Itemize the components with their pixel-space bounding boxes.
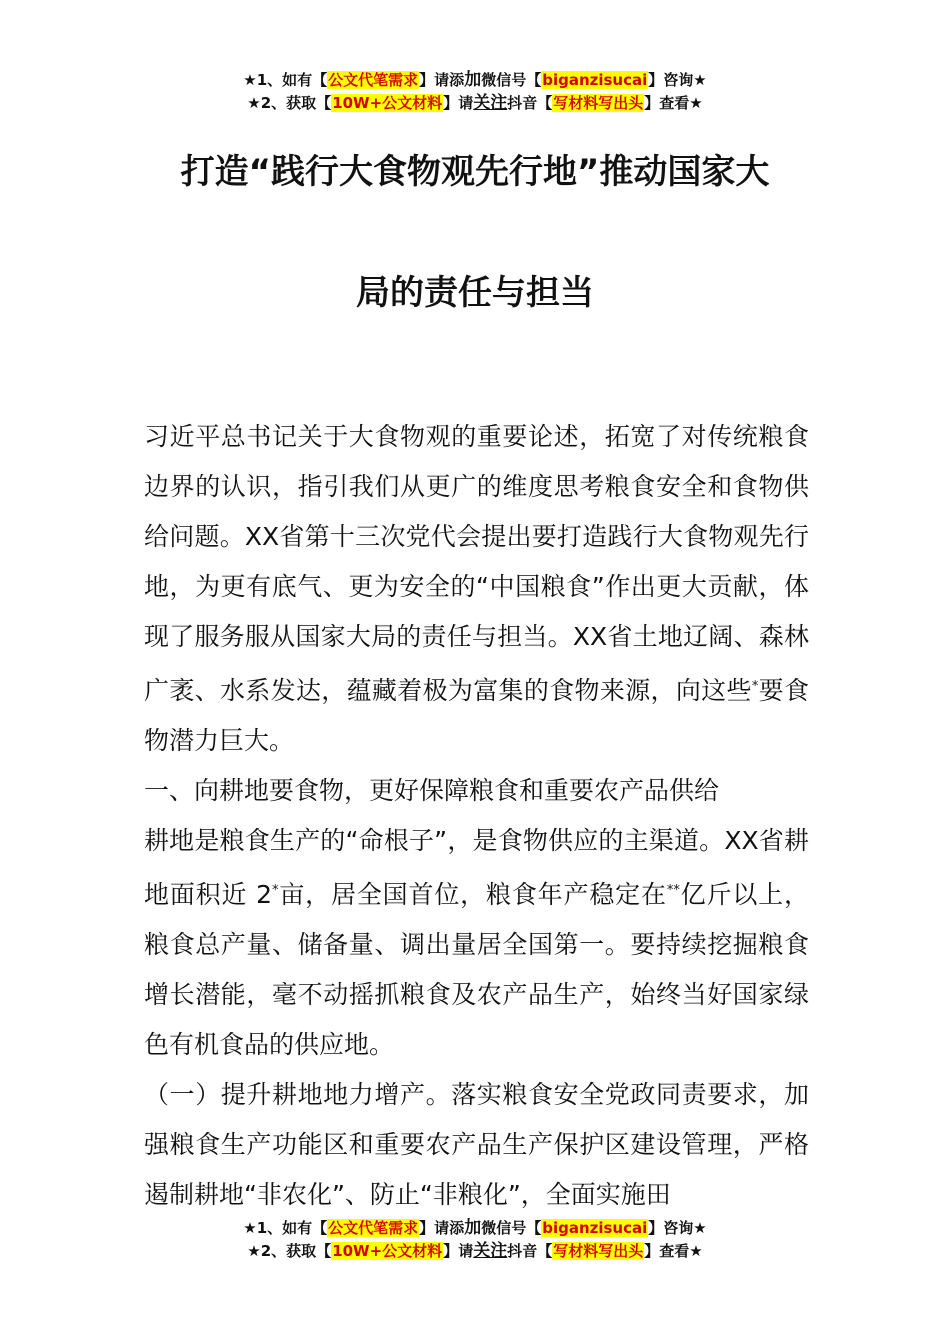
banner-highlight: 公文代笔需求 bbox=[328, 71, 419, 89]
banner-text: 】查看★ bbox=[644, 1242, 703, 1260]
banner-text: 】咨询★ bbox=[648, 1219, 707, 1237]
banner-highlight: biganzisucai bbox=[542, 71, 648, 89]
banner-text: 抖音【 bbox=[507, 94, 553, 112]
banner-highlight: biganzisucai bbox=[542, 1219, 648, 1237]
banner-highlight: 写材料写出头 bbox=[553, 1242, 644, 1260]
banner-text: 】查看★ bbox=[644, 94, 703, 112]
banner-text: ★2、获取【 bbox=[247, 94, 332, 112]
banner-emphasis: 关注 bbox=[473, 1241, 508, 1261]
banner-text: ★1、如有【 bbox=[243, 71, 328, 89]
banner-text: 抖音【 bbox=[507, 1242, 553, 1260]
banner-emphasis: 关注 bbox=[473, 93, 508, 113]
banner-text: ★2、获取【 bbox=[247, 1242, 332, 1260]
banner-line-2 bbox=[0, 92, 950, 115]
banner-line-1 bbox=[0, 69, 950, 92]
banner-highlight: 10W+公文材料 bbox=[332, 94, 443, 112]
banner-highlight: 写材料写出头 bbox=[553, 94, 644, 112]
banner-text: 】请添 bbox=[419, 71, 465, 89]
banner-highlight: 公文代笔需求 bbox=[328, 1219, 419, 1237]
document-title-line-2: 局的责任与担当 bbox=[356, 273, 594, 313]
document-title-line-1: 打造“践行大食物观先行地”推动国家大 bbox=[180, 152, 770, 192]
banner-text: 微信号【 bbox=[481, 71, 542, 89]
banner-text: 】请 bbox=[443, 1242, 474, 1260]
banner-text: ★1、如有【 bbox=[243, 1219, 328, 1237]
banner-emphasis: 加 bbox=[464, 70, 482, 90]
paragraph-intro: 习近平总书记关于大食物观的重要论述，拓宽了对传统粮食边界的认识，指引我们从更广的维度思考粮食安全和食物供给问题。XX省第十三次党代会提出要打造践行大食物观先行地，为更有底气、更为安全的“中国粮食”作出更大贡献，体现了服务服从国家大局的责任与担当。XX省土地辽阔、森林广袤、水系发达，蕴藏着极为富集的食物来源，向这些*要食物潜力巨大。 bbox=[144, 422, 809, 755]
banner-line-1 bbox=[0, 1217, 950, 1240]
paragraph-farmland: 耕地是粮食生产的“命根子”，是食物供应的主渠道。XX省耕地面积近 2*亩，居全国首位，粮食年产稳定在**亿斤以上，粮食总产量、储备量、调出量居全国第一。要持续挖掘粮食增长潜能，毫不动摇抓粮食及农产品生产，始终当好国家绿色有机食品的供应地。 bbox=[144, 826, 809, 1059]
document-body bbox=[144, 412, 809, 1220]
footer-banner bbox=[0, 1217, 950, 1263]
banner-text: 微信号【 bbox=[481, 1219, 542, 1237]
banner-text: 】请添 bbox=[419, 1219, 465, 1237]
header-banner bbox=[0, 69, 950, 115]
banner-text: 】咨询★ bbox=[648, 71, 707, 89]
section-heading-1: 一、向耕地要食物，更好保障粮食和重要农产品供给 bbox=[144, 776, 720, 805]
paragraph-subsection-1: （一）提升耕地地力增产。落实粮食安全党政同责要求，加强粮食生产功能区和重要农产品生产保护区建设管理，严格遏制耕地“非农化”、防止“非粮化”，全面实施田 bbox=[144, 1080, 809, 1209]
banner-emphasis: 加 bbox=[464, 1218, 482, 1238]
banner-line-2 bbox=[0, 1240, 950, 1263]
banner-highlight: 10W+公文材料 bbox=[332, 1242, 443, 1260]
banner-text: 】请 bbox=[443, 94, 474, 112]
